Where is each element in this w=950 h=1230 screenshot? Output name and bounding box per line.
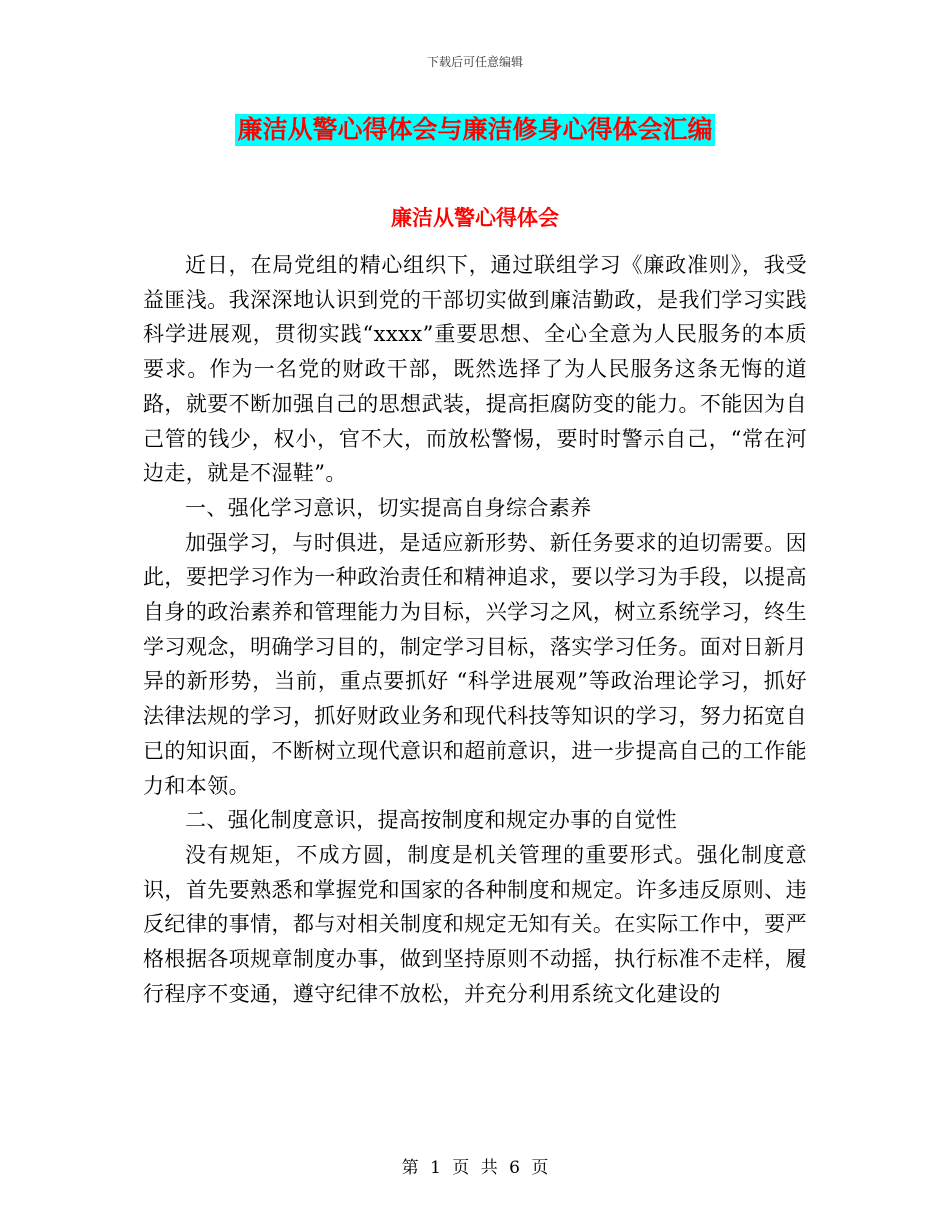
paragraph-learning: 加强学习，与时俱进，是适应新形势、新任务要求的迫切需要。因此，要把学习作为一种政治责任和精神追求，要以学习为手段，以提高自身的政治素养和管理能力为目标，兴学习之风，树立系统学习，终生学习观念，明确学习目的，制定学习目标，落实学习任务。面对日新月异的新形势，当前，重点要抓好 “科学进展观”等政治理论学习，抓好法律法规的学习，抓好财政业务和现代科技等知识的学习，努力拓宽自已的知识面，不断树立现代意识和超前意识，进一步提高自己的工作能力和本领。 bbox=[143, 530, 807, 798]
main-title-container bbox=[0, 114, 950, 146]
paragraph-intro: 近日，在局党组的精心组织下，通过联组学习《廉政准则》，我受益匪浅。我深深地认识到党的干部切实做到廉洁勤政，是我们学习实践科学进展观，贯彻实践“xxxx”重要思想、全心全意为人民服务的本质要求。作为一名党的财政干部，既然选择了为人民服务这条无悔的道路，就要不断加强自己的思想武装，提高拒腐防变的能力。不能因为自己管的钱少，权小，官不大，而放松警惕，要时时警示自己，“常在河边走，就是不湿鞋”。 bbox=[143, 253, 807, 486]
heading-system: 二、强化制度意识，提高按制度和规定办事的自觉性 bbox=[185, 808, 678, 833]
page-footer: 第 1 页 共 6 页 bbox=[401, 1158, 549, 1178]
paragraph-system: 没有规矩，不成方圆，制度是机关管理的重要形式。强化制度意识，首先要熟悉和掌握党和国家的各种制度和规定。许多违反原则、违反纪律的事情，都与对相关制度和规定无知有关。在实际工作中，要严格根据各项规章制度办事，做到坚持原则不动摇，执行标准不走样，履行程序不变通，遵守纪律不放松，并充分利用系统文化建设的 bbox=[143, 842, 807, 1006]
heading-learning: 一、强化学习意识，切实提高自身综合素养 bbox=[185, 495, 592, 520]
section-title: 廉洁从警心得体会 bbox=[391, 206, 559, 230]
document-body bbox=[143, 248, 807, 1011]
page-header-note: 下载后可任意编辑 bbox=[426, 55, 523, 69]
main-title: 廉洁从警心得体会与廉洁修身心得体会汇编 bbox=[237, 115, 713, 144]
